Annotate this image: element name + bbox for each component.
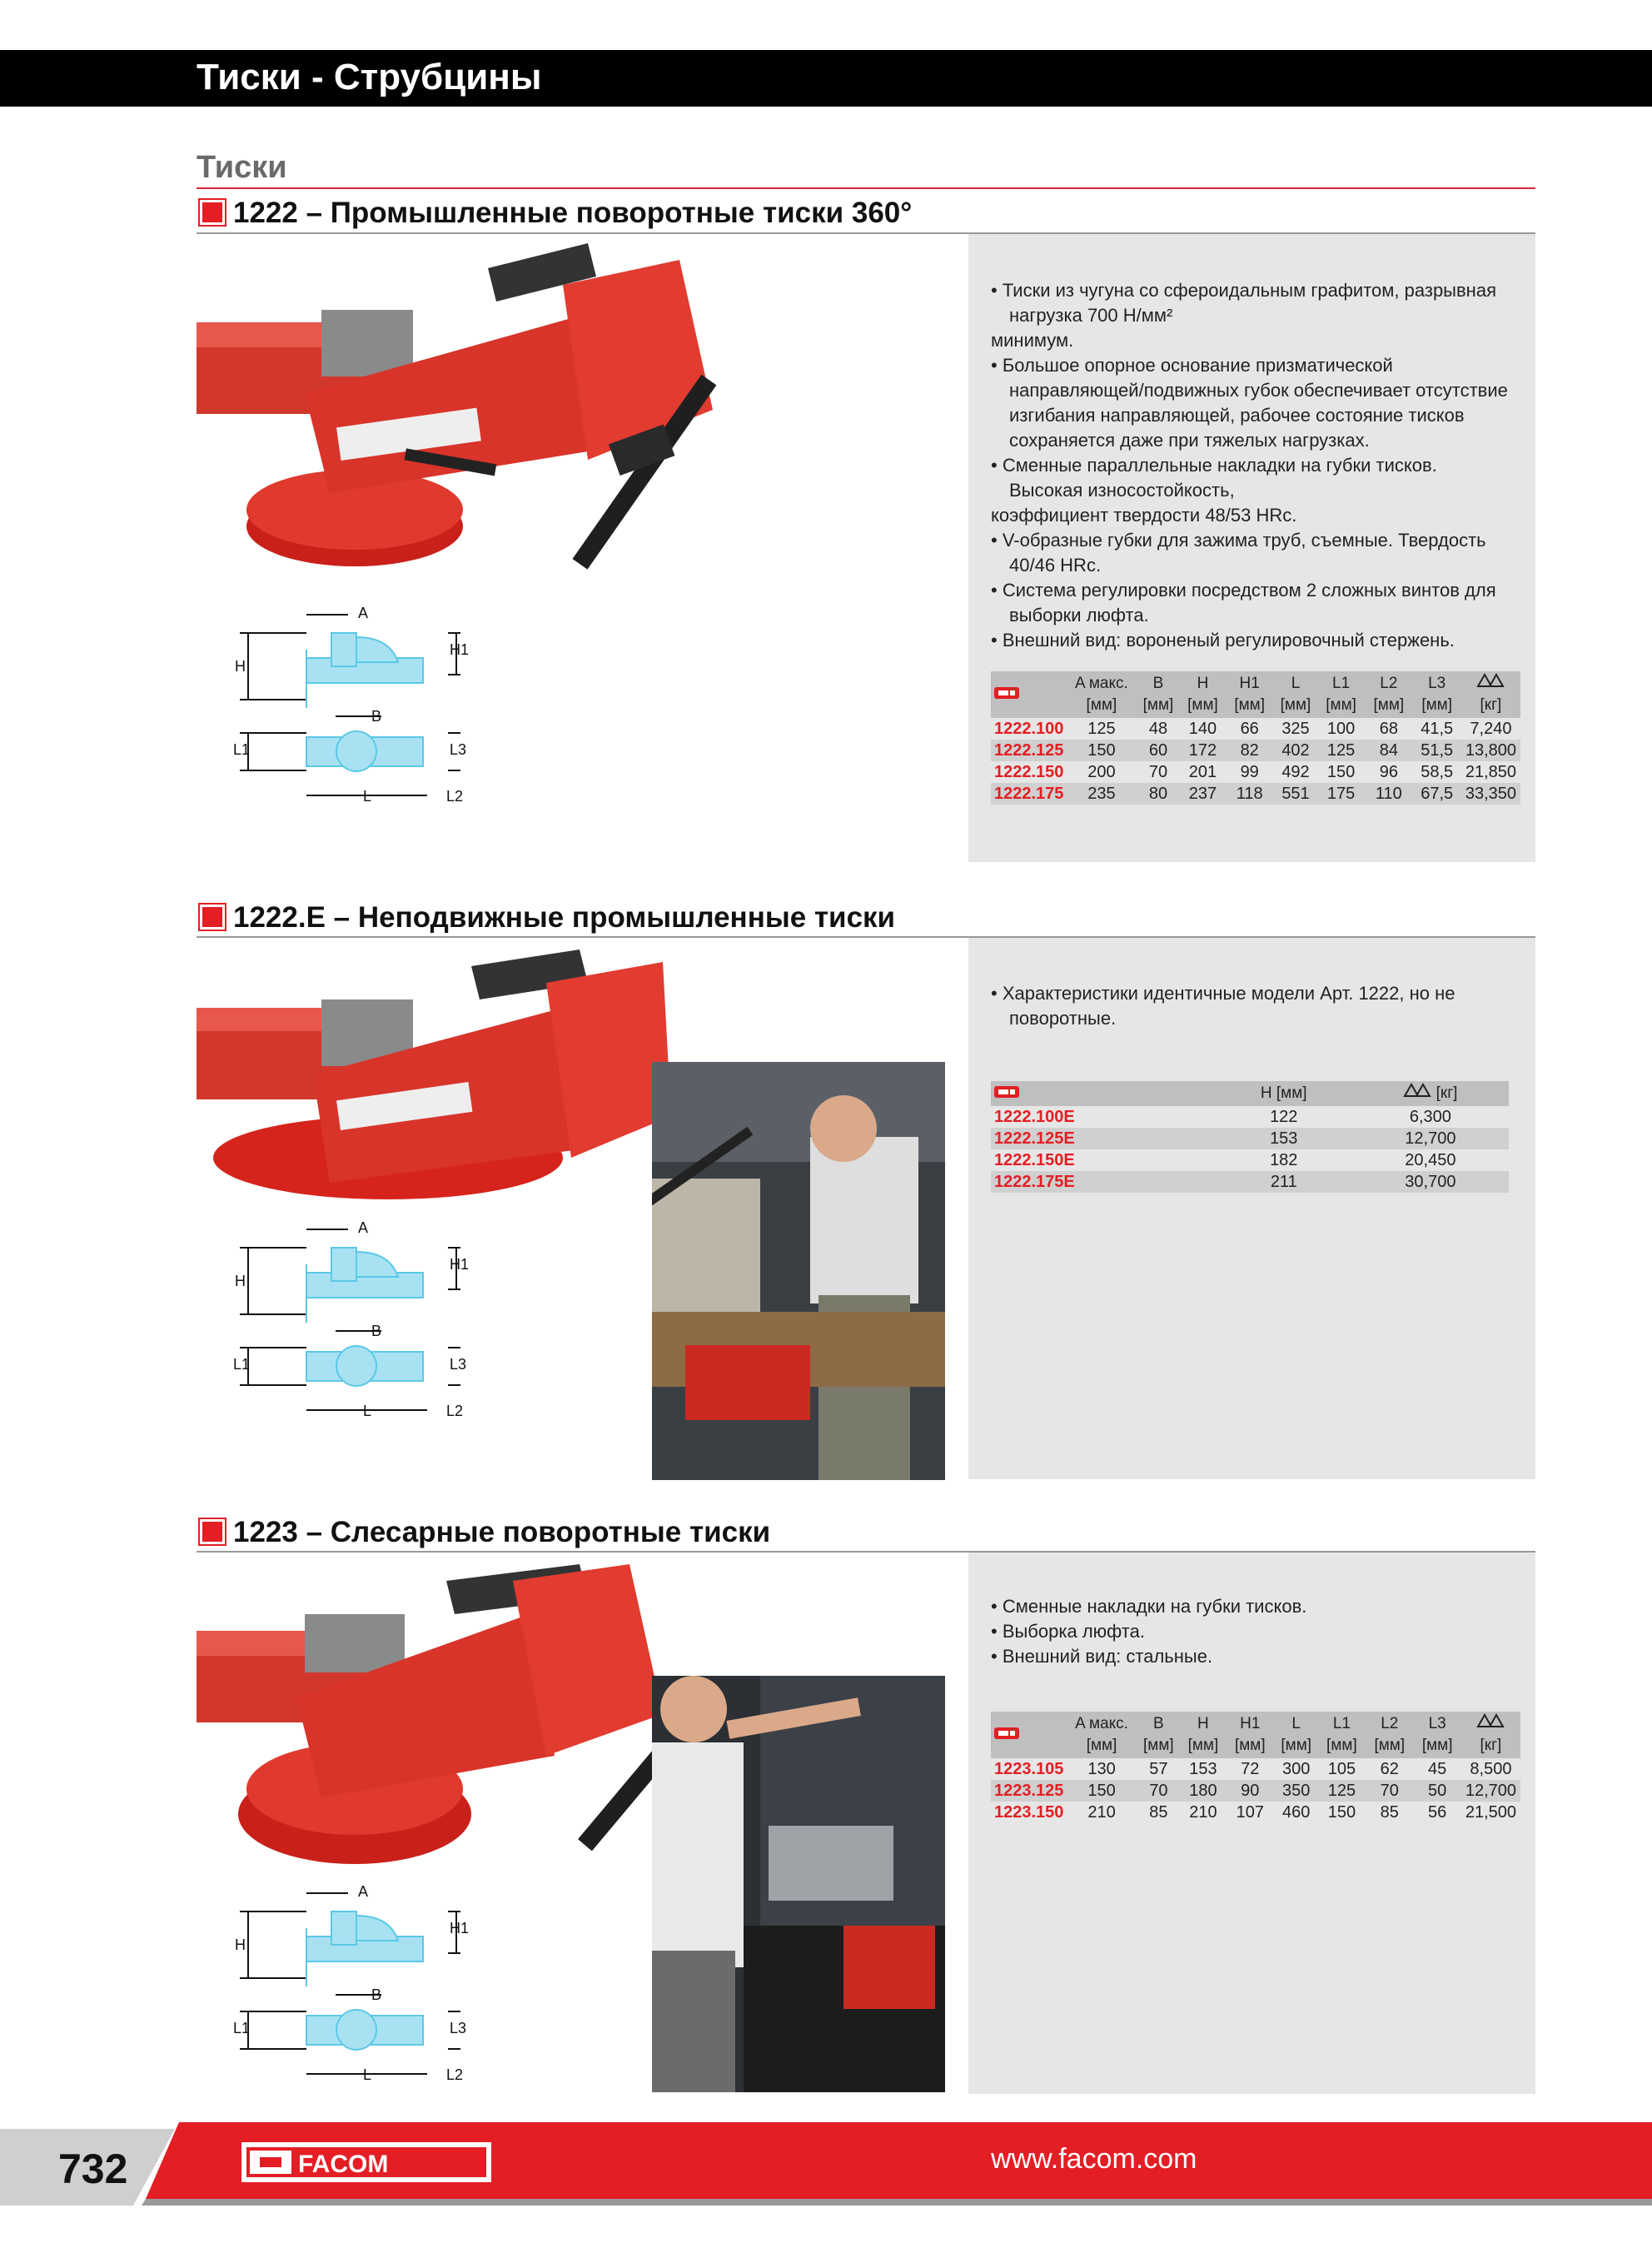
table-row	[991, 761, 1520, 783]
table-cell: 182	[1270, 1151, 1298, 1169]
product-code: 1222.150	[994, 763, 1064, 781]
dim-label-l2: L2	[446, 1403, 464, 1419]
vise-photo-1223	[197, 1564, 713, 1872]
table-cell: 153	[1216, 1128, 1352, 1149]
table-row	[991, 718, 1520, 740]
page-header-bar	[0, 50, 1652, 107]
bullet-square-icon	[200, 1519, 225, 1544]
dimension-diagram-1222	[231, 600, 515, 808]
table-cell: 172	[1181, 740, 1226, 761]
dim-label-l2: L2	[446, 788, 464, 805]
dim-label-a: A	[358, 1219, 369, 1236]
table-cell: 12,700	[1352, 1128, 1509, 1149]
table-cell: 551	[1274, 783, 1317, 805]
product-code: 1223.150	[994, 1803, 1064, 1822]
footer-brand-logo: FACOM	[298, 2151, 389, 2178]
table-cell: 21,850	[1465, 763, 1517, 781]
workshop-photo-1222e	[652, 1062, 945, 1480]
workshop-photo-1223	[652, 1676, 945, 2092]
vise-photo-1222	[197, 243, 829, 593]
column-header: A макс. [мм]	[1067, 1712, 1136, 1758]
weight-header	[1352, 1081, 1509, 1106]
table-cell: 211	[1216, 1171, 1352, 1193]
description-line: минимум.	[991, 330, 1074, 351]
dim-label-b: B	[371, 708, 382, 725]
table-cell: 8,500	[1470, 1760, 1512, 1778]
table-cell: 66	[1240, 720, 1259, 738]
product-code: 1223.105	[994, 1760, 1064, 1778]
product-code: 1222.175E	[991, 1171, 1216, 1193]
table-cell: 110	[1365, 783, 1412, 805]
table-cell: 107	[1236, 1803, 1264, 1822]
divider	[197, 187, 1535, 189]
weight-header	[1461, 671, 1520, 718]
column-header: B [мм]	[1136, 671, 1180, 718]
facom-logo-icon	[991, 1081, 1216, 1106]
description-line: коэффициент твердости 48/53 HRc.	[991, 505, 1297, 526]
table-cell: 125	[1318, 1780, 1366, 1802]
column-header: L3 [мм]	[1412, 671, 1460, 718]
spec-table-1222e	[991, 1081, 1509, 1193]
table-cell: 12,700	[1461, 1780, 1520, 1802]
table-cell: 6,300	[1409, 1108, 1451, 1126]
table-cell: 125	[1087, 720, 1116, 738]
dim-label-l1: L1	[233, 741, 251, 758]
table-cell: 140	[1188, 720, 1217, 738]
dim-label-l: L	[363, 2066, 372, 2083]
description-line: Высокая износостойкость,	[1009, 480, 1235, 501]
table-cell: 175	[1317, 783, 1365, 805]
column-header: L1 [мм]	[1318, 1712, 1366, 1758]
dim-label-h: H	[235, 1936, 246, 1953]
table-cell: 235	[1067, 783, 1136, 805]
footer-url-link[interactable]: www.facom.com	[991, 2143, 1197, 2175]
dim-label-l: L	[363, 788, 372, 805]
table-cell: 50	[1413, 1780, 1460, 1802]
table-cell: 70	[1366, 1780, 1413, 1802]
table-cell: 210	[1189, 1803, 1217, 1822]
table-row	[991, 1171, 1509, 1193]
dim-label-a: A	[358, 1883, 369, 1900]
bullet-square-icon	[200, 905, 225, 930]
table-cell: 153	[1189, 1760, 1217, 1778]
description-line: изгибания направляющей, рабочее состояние тисков	[1009, 405, 1465, 426]
scale-icon	[1476, 1715, 1505, 1732]
table-cell: 41,5	[1421, 720, 1454, 738]
column-header-label: [кг]	[1480, 696, 1502, 714]
table-header-row	[991, 1081, 1509, 1106]
table-cell: 105	[1327, 1760, 1356, 1778]
product-code: 1222.150E	[994, 1151, 1075, 1169]
dim-label-h: H	[235, 658, 246, 675]
table-cell: 150	[1067, 1780, 1136, 1802]
description-line: поворотные.	[1009, 1008, 1117, 1029]
table-row	[991, 1106, 1509, 1128]
spec-table-1222	[991, 671, 1520, 805]
description-line: • Тиски из чугуна со сфероидальным графитом, разрывная	[991, 280, 1496, 301]
table-row	[991, 740, 1520, 761]
table-cell: 201	[1188, 763, 1217, 781]
column-header: H1 [мм]	[1225, 671, 1274, 718]
table-cell: 68	[1379, 720, 1398, 738]
description-1223	[991, 1594, 1524, 1669]
product-code: 1222.125E	[991, 1128, 1216, 1149]
table-cell: 150	[1327, 1803, 1356, 1822]
column-header: L2 [мм]	[1365, 671, 1412, 718]
table-cell: 82	[1225, 740, 1274, 761]
table-cell: 60	[1136, 740, 1180, 761]
table-cell: 99	[1240, 763, 1259, 781]
dim-label-l3: L3	[450, 2020, 467, 2036]
table-cell: 51,5	[1412, 740, 1460, 761]
table-cell: 72	[1241, 1760, 1260, 1778]
page-title: Тиски - Струбцины	[197, 57, 542, 97]
dim-label-l1: L1	[233, 2020, 251, 2036]
table-cell: 70	[1148, 763, 1168, 781]
facom-logo-icon	[991, 671, 1067, 718]
table-cell: 56	[1428, 1803, 1447, 1822]
table-row	[991, 1758, 1520, 1780]
column-header: H [мм]	[1181, 1712, 1226, 1758]
table-cell: 325	[1281, 720, 1310, 738]
column-header: A макс. [мм]	[1067, 671, 1136, 718]
table-cell: 237	[1181, 783, 1226, 805]
table-cell: 57	[1149, 1760, 1168, 1778]
table-cell: 118	[1225, 783, 1274, 805]
section-title-text: 1223 – Слесарные поворотные тиски	[233, 1516, 771, 1548]
table-cell: 150	[1067, 740, 1136, 761]
table-header-row	[991, 1712, 1520, 1758]
dim-label-h1: H1	[450, 641, 470, 658]
table-cell: 85	[1149, 1803, 1168, 1822]
table-cell: 13,800	[1461, 740, 1520, 761]
dim-label-b: B	[371, 1323, 382, 1339]
description-line: • Сменные параллельные накладки на губки тисков.	[991, 455, 1437, 476]
table-cell: 58,5	[1421, 763, 1454, 781]
table-cell: 350	[1275, 1780, 1318, 1802]
spec-table-1223	[991, 1712, 1520, 1823]
section-title-1223	[197, 1516, 770, 1549]
table-row	[991, 1128, 1509, 1149]
column-header: B [мм]	[1137, 1712, 1181, 1758]
table-cell: 67,5	[1412, 783, 1460, 805]
bullet-square-icon	[200, 200, 225, 225]
column-header: L [мм]	[1274, 671, 1317, 718]
dimension-diagram-1222e	[231, 1214, 515, 1423]
product-code: 1222.100E	[994, 1108, 1075, 1126]
table-cell: 84	[1365, 740, 1412, 761]
table-cell: 300	[1282, 1760, 1311, 1778]
column-header: L1 [мм]	[1317, 671, 1365, 718]
section-title-text: 1222.E – Неподвижные промышленные тиски	[233, 901, 896, 934]
dim-label-b: B	[371, 1986, 382, 2003]
dim-label-h: H	[235, 1273, 246, 1289]
dim-label-l1: L1	[233, 1356, 251, 1373]
weight-header	[1461, 1712, 1520, 1758]
dim-label-l3: L3	[450, 1356, 467, 1373]
dim-label-h1: H1	[450, 1256, 470, 1273]
table-cell: 45	[1428, 1760, 1447, 1778]
description-line: • Выборка люфта.	[991, 1621, 1145, 1642]
table-cell: 122	[1270, 1108, 1298, 1126]
column-header-label: [кг]	[1436, 1084, 1458, 1102]
description-line: • V-образные губки для зажима труб, съемные. Твердость	[991, 530, 1486, 551]
table-cell: 7,240	[1470, 720, 1512, 738]
footer-band	[0, 2122, 1652, 2206]
dim-label-a: A	[358, 605, 369, 621]
page-number: 732	[58, 2146, 128, 2192]
table-cell: 402	[1274, 740, 1317, 761]
description-line: сохраняется даже при тяжелых нагрузках.	[1009, 430, 1370, 451]
column-header: H [мм]	[1216, 1081, 1352, 1106]
table-cell: 62	[1380, 1760, 1399, 1778]
dim-label-h1: H1	[450, 1920, 470, 1936]
column-header-label: [кг]	[1480, 1737, 1502, 1754]
table-cell: 80	[1136, 783, 1180, 805]
column-header: L2 [мм]	[1366, 1712, 1413, 1758]
product-code: 1222.125	[991, 740, 1067, 761]
product-code: 1222.175	[991, 783, 1067, 805]
table-header-row	[991, 671, 1520, 718]
table-row	[991, 1149, 1509, 1171]
table-cell: 90	[1226, 1780, 1275, 1802]
table-cell: 21,500	[1465, 1803, 1517, 1822]
section-title-1222e	[197, 901, 895, 935]
section-title-1222	[197, 197, 912, 230]
description-line: • Внешний вид: стальные.	[991, 1646, 1213, 1667]
table-cell: 125	[1317, 740, 1365, 761]
section-title-text: 1222 – Промышленные поворотные тиски 360°	[233, 197, 913, 229]
table-cell: 210	[1087, 1803, 1116, 1822]
vise-photo-1222e	[197, 950, 671, 1224]
description-line: направляющей/подвижных губок обеспечивает отсутствие	[1009, 380, 1508, 401]
dimension-diagram-1223	[231, 1878, 515, 2086]
description-line: • Большое опорное основание призматической	[991, 355, 1393, 376]
table-cell: 130	[1087, 1760, 1116, 1778]
table-cell: 20,450	[1405, 1151, 1456, 1169]
table-cell: 100	[1326, 720, 1356, 738]
table-row	[991, 1802, 1520, 1823]
table-cell: 70	[1137, 1780, 1181, 1802]
scale-icon	[1476, 675, 1505, 692]
dim-label-l3: L3	[450, 741, 467, 758]
category-heading: Тиски	[197, 150, 287, 185]
description-line: • Система регулировки посредством 2 сложных винтов для	[991, 580, 1496, 601]
table-cell: 48	[1148, 720, 1168, 738]
table-cell: 492	[1281, 763, 1310, 781]
table-cell: 200	[1087, 763, 1116, 781]
description-1222e	[991, 981, 1524, 1031]
description-line: выборки люфта.	[1009, 605, 1149, 626]
table-cell: 96	[1379, 763, 1398, 781]
table-cell: 150	[1326, 763, 1356, 781]
table-cell: 85	[1380, 1803, 1399, 1822]
dim-label-l: L	[363, 1403, 372, 1419]
product-code: 1223.125	[991, 1780, 1067, 1802]
description-line: • Внешний вид: вороненый регулировочный стержень.	[991, 630, 1455, 650]
description-line: • Характеристики идентичные модели Арт. 1222, но не	[991, 983, 1455, 1004]
table-cell: 30,700	[1352, 1171, 1509, 1193]
product-code: 1222.100	[994, 720, 1064, 738]
dim-label-l2: L2	[446, 2066, 464, 2083]
description-1222	[991, 278, 1524, 653]
column-header: L [мм]	[1275, 1712, 1318, 1758]
table-row	[991, 783, 1520, 805]
column-header: L3 [мм]	[1413, 1712, 1460, 1758]
column-header: H [мм]	[1181, 671, 1226, 718]
description-line: • Сменные накладки на губки тисков.	[991, 1596, 1307, 1617]
table-cell: 33,350	[1461, 783, 1520, 805]
scale-icon	[1403, 1084, 1431, 1102]
table-cell: 460	[1282, 1803, 1311, 1822]
table-row	[991, 1780, 1520, 1802]
table-cell: 180	[1181, 1780, 1226, 1802]
description-line: 40/46 HRc.	[1009, 555, 1102, 576]
column-header: H1 [мм]	[1226, 1712, 1275, 1758]
facom-logo-icon	[991, 1712, 1067, 1758]
description-line: нагрузка 700 Н/мм²	[1009, 305, 1173, 326]
